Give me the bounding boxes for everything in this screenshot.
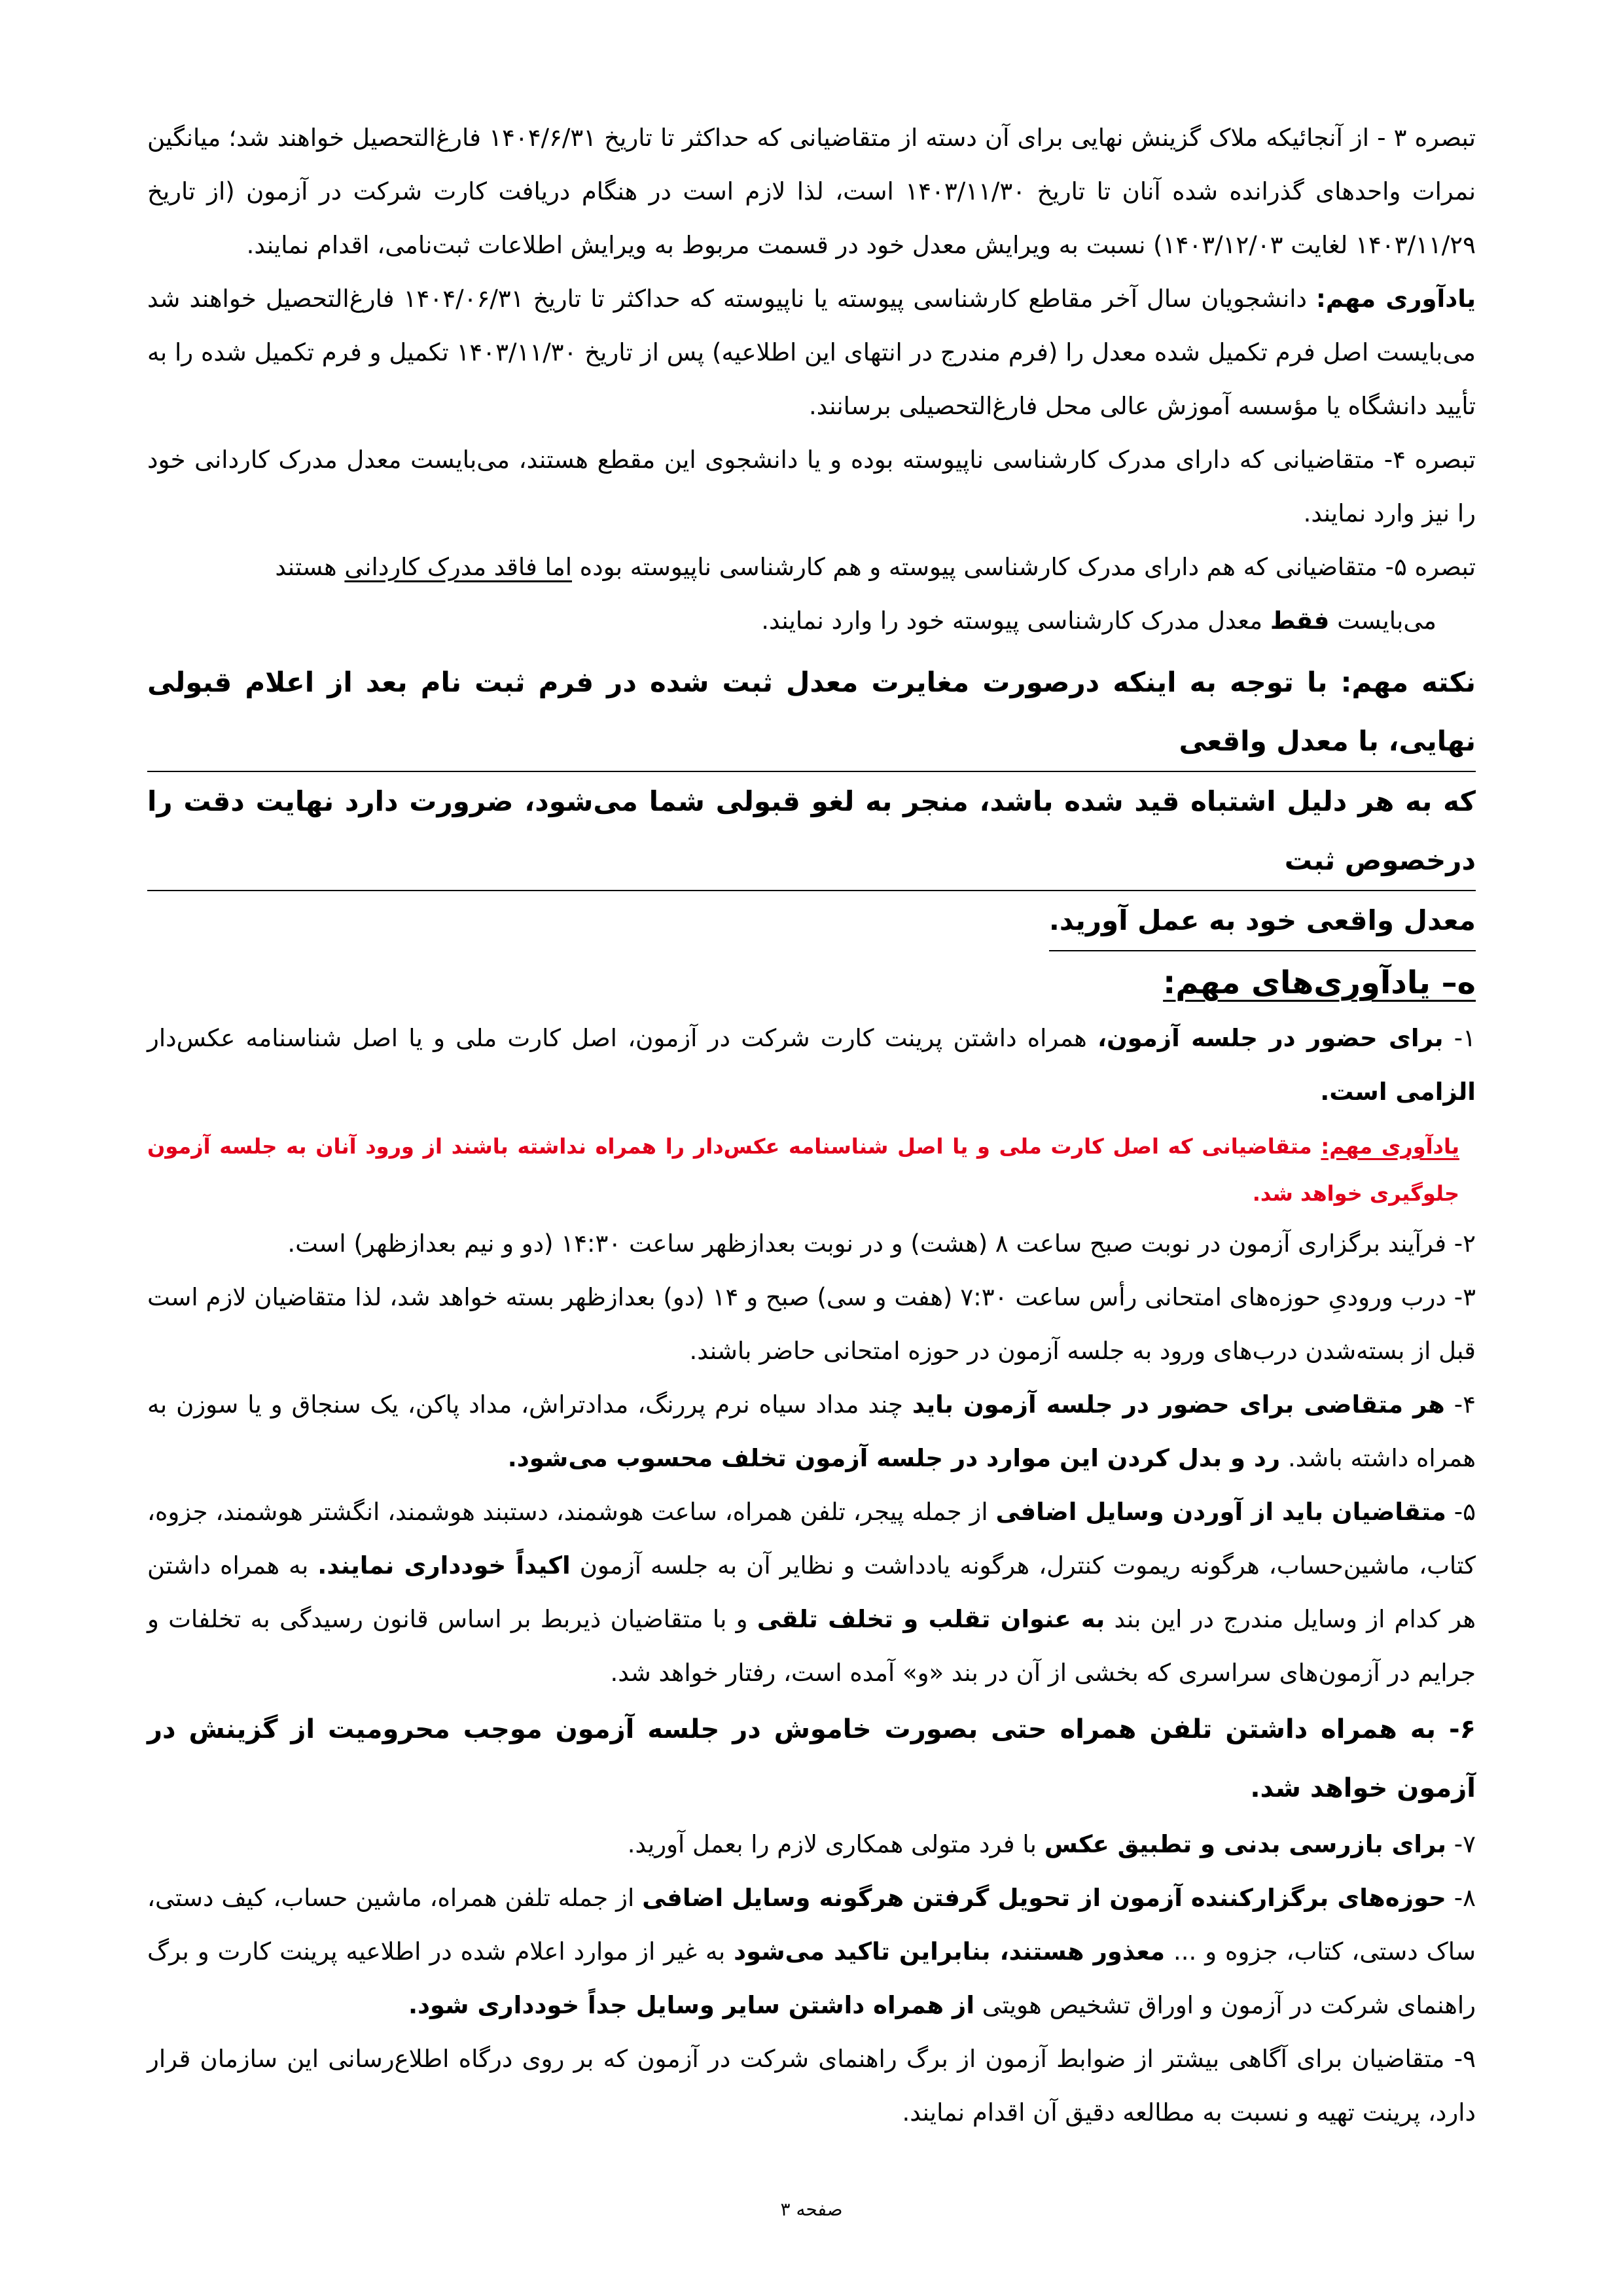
section-heading	[147, 954, 1476, 1012]
section-heading-text: ه– یادآوری‌های مهم:	[1163, 964, 1476, 1001]
item-7	[147, 1818, 1476, 1871]
document-body	[147, 111, 1476, 2140]
item-7-number: ۷-	[1446, 1830, 1476, 1858]
item-3: ۳- درب ورودیِ حوزه‌های امتحانی رأس ساعت ۷:۳۰ (هفت و سی) صبح و ۱۴ (دو) بعدازظهر بسته خواهد شد، لذا متقاضیان لازم است قبل از بسته‌شدن درب‌های ورود به جلسه آزمون در حوزه امتحانی حاضر باشند.	[147, 1283, 1476, 1365]
note-5-line2	[761, 607, 1476, 635]
item-7-bold: برای بازرسی بدنی و تطبیق عکس	[1044, 1830, 1446, 1858]
item-6: ۶- به همراه داشتن تلفن همراه حتی بصورت خاموش در جلسه آزمون موجب محرومیت از گزینش در آزمون خواهد شد.	[147, 1714, 1476, 1803]
note-5-line2-post: معدل مدرک کارشناسی پیوسته خود را وارد نمایند.	[761, 607, 1270, 635]
red-reminder	[147, 1123, 1476, 1217]
note-5-underlined: اما فاقد مدرک کاردانی	[344, 553, 573, 581]
item-4-text: چند مداد سیاه نرم پررنگ، مدادتراش، مداد پاکن، یک سنجاق و یا سوزن به همراه داشته باشد.	[147, 1390, 1476, 1472]
note-5-paragraph	[147, 540, 1476, 648]
important-note-line-2: که به هر دلیل اشتباه قید شده باشد، منجر به لغو قبولی شما می‌شود، ضرورت دارد نهایت دقت را درخصوص ثبت	[147, 772, 1476, 891]
item-5-bold: متقاضیان باید از آوردن وسایل اضافی	[995, 1498, 1446, 1526]
item-8	[147, 1871, 1476, 2032]
item-1-bold: برای حضور در جلسه آزمون،	[1097, 1024, 1444, 1052]
item-5-text-1: از جمله پیجر، تلفن همراه، ساعت هوشمند، دستبند هوشمند، انگشتر هوشمند، جزوه، کتاب، ماشین‌حساب، هرگونه ریموت کنترل، هرگونه یادداشت و نظایر آن به جلسه آزمون	[147, 1498, 1476, 1580]
item-8-text-1: از جمله تلفن همراه، ماشین حساب، کیف دستی، ساک دستی، کتاب، جزوه و ...	[147, 1884, 1476, 1966]
item-8-number: ۸-	[1446, 1884, 1476, 1912]
item-4-number: ۴-	[1444, 1390, 1476, 1419]
item-5-bold-2: اکیداً خودداری نمایند.	[317, 1551, 571, 1580]
item-1-text: همراه داشتن پرینت کارت شرکت در آزمون، اصل کارت ملی و یا اصل شناسنامه عکس‌دار	[147, 1024, 1098, 1052]
note-5-text-end: هستند	[275, 553, 345, 581]
red-reminder-text: متقاضیانی که اصل کارت ملی و یا اصل شناسنامه عکس‌دار را همراه نداشته باشند از ورود آنان به جلسه آزمون جلوگیری خواهد شد.	[147, 1134, 1459, 1206]
item-5-text-2: به همراه داشتن هر کدام از وسایل مندرج در این بند	[147, 1551, 1476, 1633]
item-9: ۹- متقاضیان برای آگاهی بیشتر از ضوابط آزمون از برگ راهنمای شرکت در آزمون که بر روی درگاه اطلاع‌رسانی این سازمان قرار دارد، پرینت تهیه و نسبت به مطالعه دقیق آن اقدام نمایند.	[147, 2045, 1476, 2127]
note-3-paragraph: تبصره ۳ - از آنجائیکه ملاک گزینش نهایی برای آن دسته از متقاضیانی که حداکثر تا تاریخ ۱۴۰۴/۶/۳۱ فارغ‌التحصیل خواهند شد؛ میانگین نمرات واحدهای گذرانده شده آنان تا تاریخ ۱۴۰۳/۱۱/۳۰ است، لذا لازم است در هنگام دریافت کارت شرکت در آزمون (از تاریخ ۱۴۰۳/۱۱/۲۹ لغایت ۱۴۰۳/۱۲/۰۳) نسبت به ویرایش معدل خود در قسمت مربوط به ویرایش اطلاعات ثبت‌نامی، اقدام نمایند.	[147, 124, 1476, 259]
item-5-text-3: و با متقاضیان ذیربط بر اساس قانون رسیدگی به تخلفات و جرایم در آزمون‌های سراسری که بخشی از آن در بند «و» آمده است، رفتار خواهد شد.	[147, 1605, 1476, 1687]
item-1	[147, 1012, 1476, 1119]
item-2: ۲- فرآیند برگزاری آزمون در نوبت صبح ساعت ۸ (هشت) و در نوبت بعدازظهر ساعت ۱۴:۳۰ (دو و نیم بعدازظهر) است.	[287, 1229, 1476, 1258]
item-1-required: الزامی است.	[1320, 1078, 1476, 1106]
item-8-bold-2: معذور هستند، بنابراین تاکید می‌شود	[734, 1937, 1166, 1966]
red-reminder-label: یادآوری مهم:	[1321, 1134, 1460, 1159]
item-5	[147, 1485, 1476, 1700]
note-5-line2-pre: می‌بایست	[1329, 607, 1436, 635]
page-number: صفحه ۳	[780, 2199, 843, 2220]
important-note-line-1: نکته مهم: با توجه به اینکه درصورت مغایرت معدل ثبت شده در فرم ثبت نام بعد از اعلام قبولی نهایی، با معدل واقعی	[147, 653, 1476, 772]
note-5-text: تبصره ۵- متقاضیانی که هم دارای مدرک کارشناسی پیوسته و هم کارشناسی ناپیوسته بوده	[572, 553, 1476, 581]
item-8-text-2: به غیر از موارد اعلام شده در اطلاعیه پرینت کارت و برگ راهنمای شرکت در آزمون و اوراق تشخیص هویتی	[147, 1937, 1476, 2019]
item-4	[147, 1378, 1476, 1485]
important-note-line-3: معدل واقعی خود به عمل آورید.	[1049, 891, 1476, 951]
note-5-only-bold: فقط	[1270, 607, 1330, 635]
item-8-bold: حوزه‌های برگزارکننده آزمون از تحویل گرفتن هرگونه وسایل اضافی	[642, 1884, 1446, 1912]
item-4-violation: رد و بدل کردن این موارد در جلسه آزمون تخلف محسوب می‌شود.	[507, 1444, 1281, 1472]
item-5-number: ۵-	[1446, 1498, 1476, 1526]
note-4-paragraph: تبصره ۴- متقاضیانی که دارای مدرک کارشناسی ناپیوسته بوده و یا دانشجوی این مقطع هستند، می‌بایست معدل مدرک کاردانی خود را نیز وارد نمایند.	[147, 446, 1476, 527]
important-note	[147, 653, 1476, 951]
reminder-paragraph	[147, 272, 1476, 433]
item-8-bold-3: از همراه داشتن سایر وسایل جداً خودداری شود.	[408, 1991, 975, 2019]
reminder-text: دانشجویان سال آخر مقاطع کارشناسی پیوسته یا ناپیوسته که حداکثر تا تاریخ ۱۴۰۴/۰۶/۳۱ فارغ‌التحصیل خواهند شد می‌بایست اصل فرم تکمیل شده معدل را (فرم مندرج در انتهای این اطلاعیه) پس از تاریخ ۱۴۰۳/۱۱/۳۰ تکمیل و فرم تکمیل شده را به تأیید دانشگاه یا مؤسسه آموزش عالی محل فارغ‌التحصیلی برسانند.	[147, 285, 1476, 420]
item-7-text: با فرد متولی همکاری لازم را بعمل آورید.	[627, 1830, 1044, 1858]
item-1-number: ۱-	[1443, 1024, 1476, 1052]
item-5-bold-3: به عنوان تقلب و تخلف تلقی	[757, 1605, 1105, 1633]
reminder-label: یادآوری مهم:	[1316, 285, 1476, 313]
item-4-bold: هر متقاضی برای حضور در جلسه آزمون باید	[912, 1390, 1445, 1419]
